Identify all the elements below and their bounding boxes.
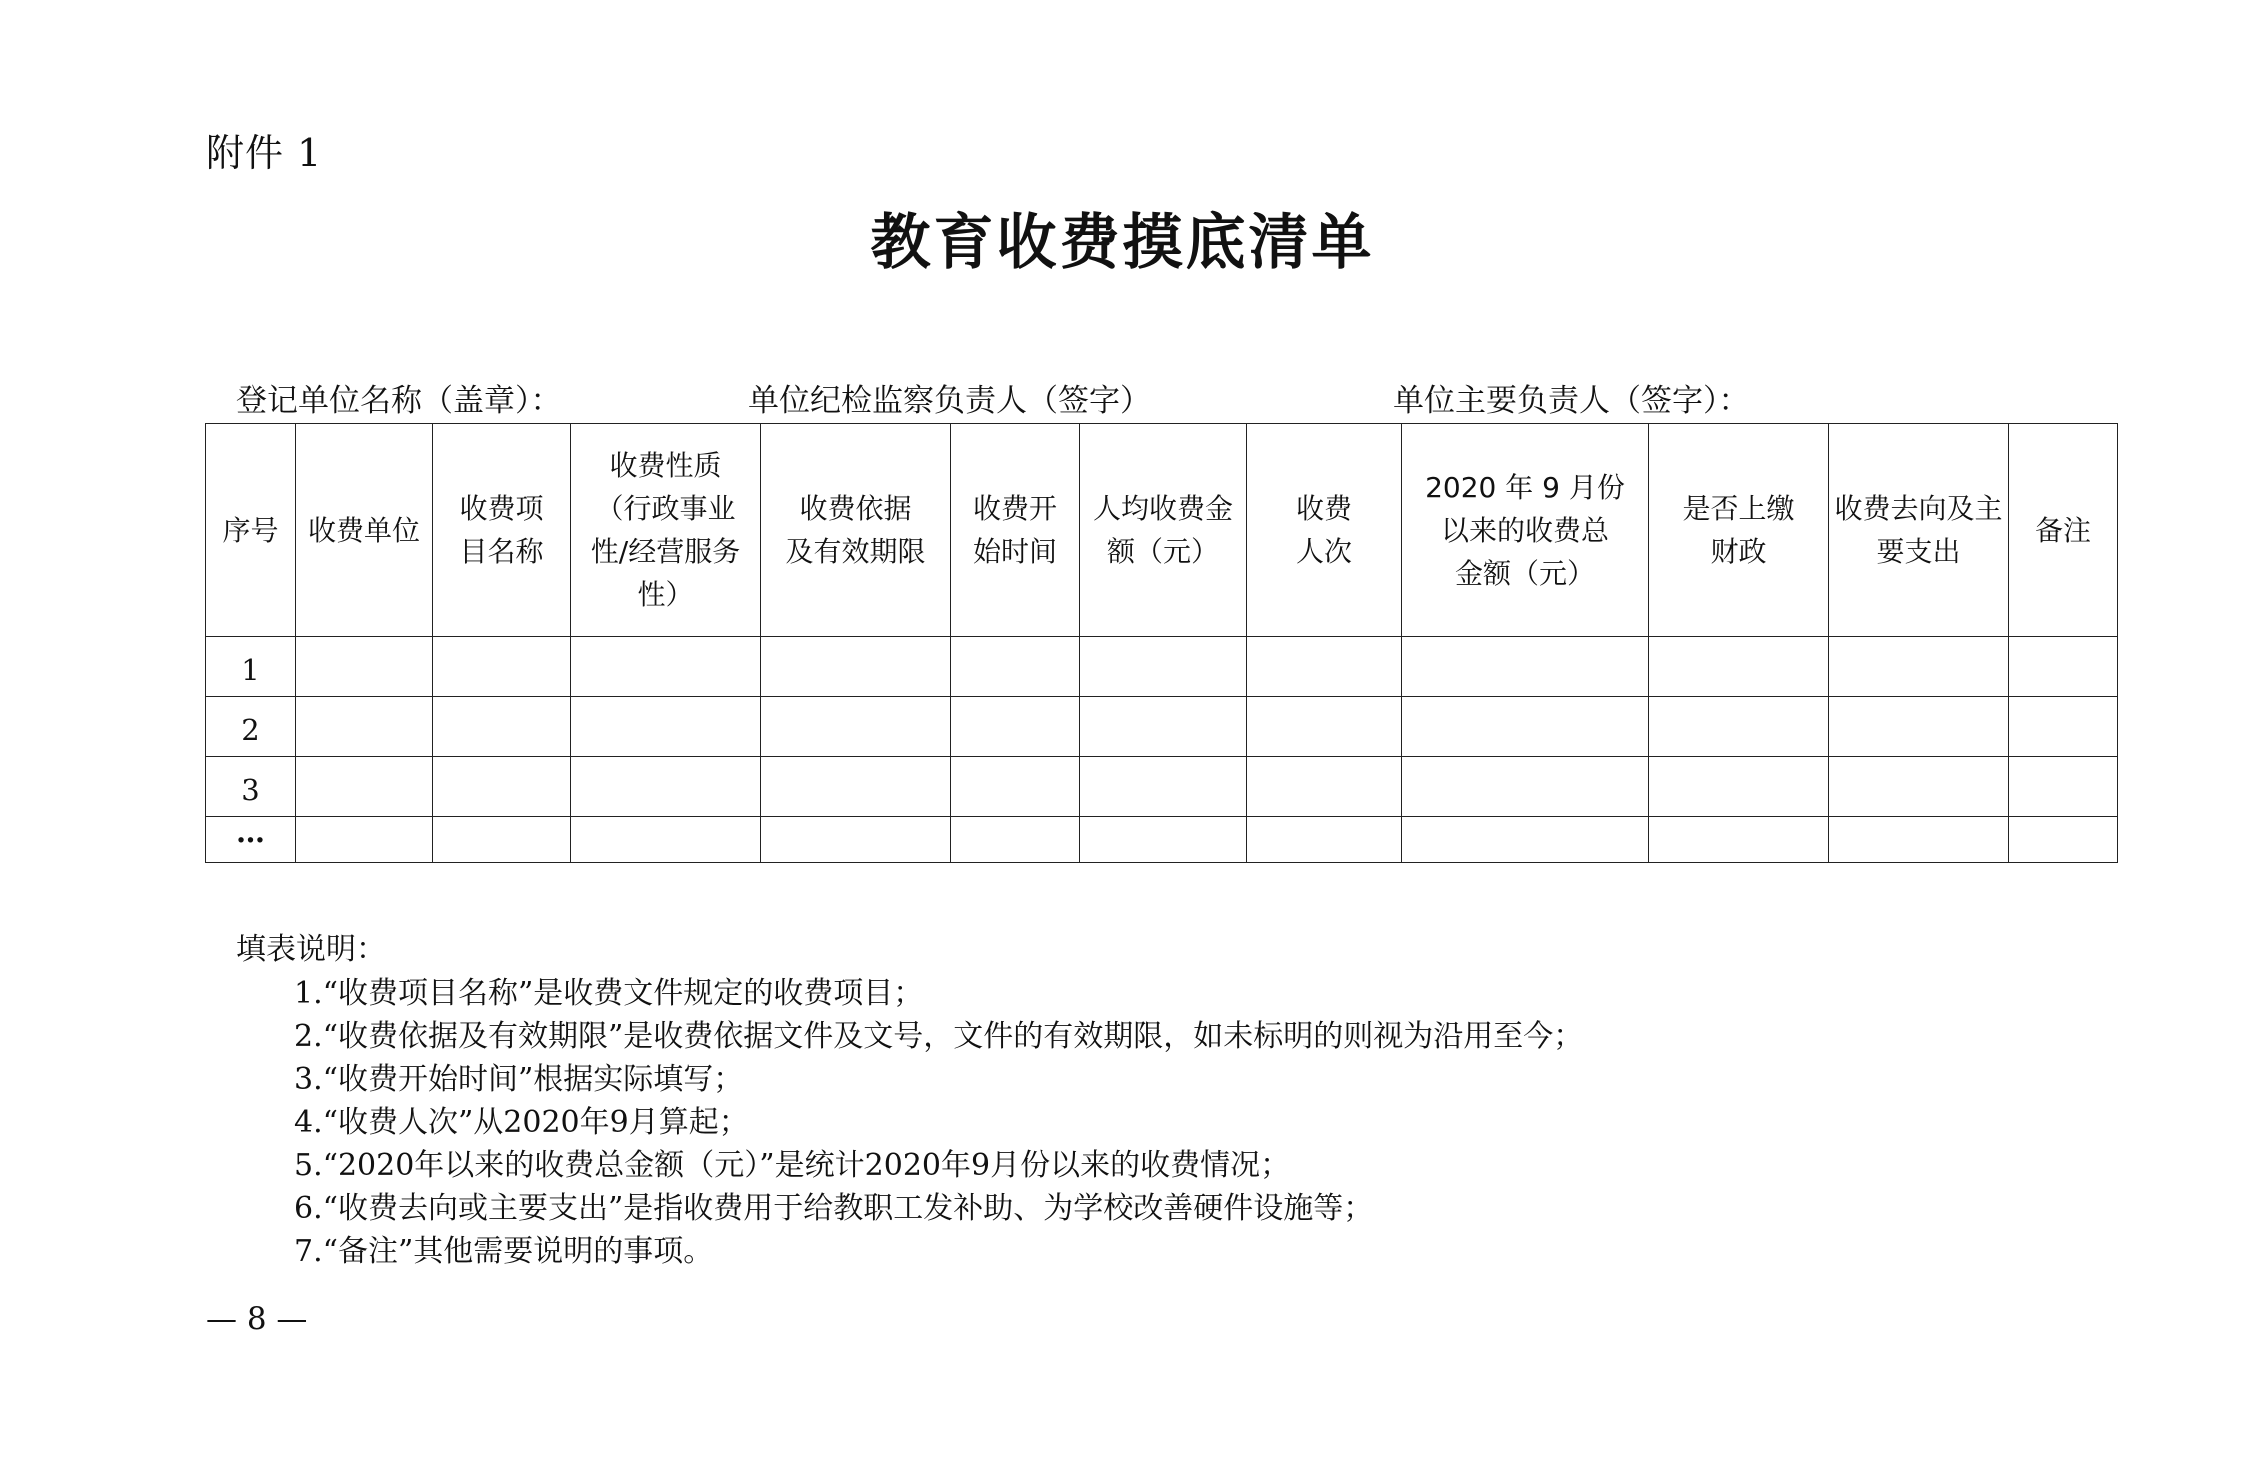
table-cell bbox=[1247, 637, 1402, 697]
column-header: 收费单位 bbox=[296, 424, 433, 637]
table-cell bbox=[296, 697, 433, 757]
table-cell bbox=[1829, 637, 2009, 697]
table-cell bbox=[1247, 817, 1402, 863]
table-cell bbox=[1080, 757, 1247, 817]
table-cell bbox=[433, 757, 571, 817]
column-header: 是否上缴 财政 bbox=[1649, 424, 1829, 637]
table-cell bbox=[571, 637, 761, 697]
table-cell bbox=[1649, 817, 1829, 863]
table-cell bbox=[1649, 757, 1829, 817]
table-cell bbox=[571, 817, 761, 863]
table-cell bbox=[433, 697, 571, 757]
table-cell bbox=[433, 817, 571, 863]
table-cell bbox=[761, 757, 951, 817]
table-cell bbox=[1649, 697, 1829, 757]
table-cell bbox=[1080, 637, 1247, 697]
table-cell bbox=[433, 637, 571, 697]
table-cell bbox=[1829, 817, 2009, 863]
registered-unit-signature-label: 登记单位名称（盖章）： bbox=[236, 383, 562, 419]
table-cell bbox=[951, 697, 1080, 757]
table-cell bbox=[2009, 757, 2118, 817]
table-cell bbox=[571, 757, 761, 817]
note-item: 7.“备注”其他需要说明的事项。 bbox=[294, 1234, 714, 1269]
column-header: 收费项 目名称 bbox=[433, 424, 571, 637]
table-cell bbox=[1247, 757, 1402, 817]
column-header: 收费去向及主 要支出 bbox=[1829, 424, 2009, 637]
table-body bbox=[206, 637, 2118, 863]
table-cell bbox=[1080, 697, 1247, 757]
table-cell bbox=[1402, 637, 1649, 697]
column-header: 2020 年 9 月份 以来的收费总 金额（元） bbox=[1402, 424, 1649, 637]
table-cell bbox=[951, 637, 1080, 697]
table-cell bbox=[761, 697, 951, 757]
note-item: 4.“收费人次”从2020年9月算起； bbox=[294, 1105, 749, 1140]
column-header: 备注 bbox=[2009, 424, 2118, 637]
table-row bbox=[206, 817, 2118, 863]
note-item: 5.“2020年以来的收费总金额（元）”是统计2020年9月份以来的收费情况； bbox=[294, 1148, 1291, 1183]
fee-survey-table bbox=[205, 423, 2118, 863]
table-cell bbox=[571, 697, 761, 757]
table-cell bbox=[951, 817, 1080, 863]
note-item: 3.“收费开始时间”根据实际填写； bbox=[294, 1062, 744, 1097]
notes-list bbox=[294, 972, 1583, 1273]
note-item: 1.“收费项目名称”是收费文件规定的收费项目； bbox=[294, 976, 924, 1011]
table-cell bbox=[2009, 697, 2118, 757]
table-cell bbox=[296, 817, 433, 863]
table-cell bbox=[761, 637, 951, 697]
table-cell bbox=[761, 817, 951, 863]
table-cell bbox=[2009, 637, 2118, 697]
column-header: 收费 人次 bbox=[1247, 424, 1402, 637]
column-header: 收费开 始时间 bbox=[951, 424, 1080, 637]
main-officer-signature-label: 单位主要负责人（签字）： bbox=[1393, 383, 1750, 419]
table-row bbox=[206, 697, 2118, 757]
table-cell bbox=[1080, 817, 1247, 863]
document-title: 教育收费摸底清单 bbox=[870, 208, 1375, 278]
table-row bbox=[206, 637, 2118, 697]
table-row bbox=[206, 757, 2118, 817]
table-cell bbox=[1402, 817, 1649, 863]
column-header: 收费性质 （行政事业 性/经营服务 性） bbox=[571, 424, 761, 637]
table-cell bbox=[1247, 697, 1402, 757]
table-cell bbox=[1402, 757, 1649, 817]
table-cell bbox=[1829, 757, 2009, 817]
row-number-cell: … bbox=[206, 817, 296, 863]
column-header: 收费依据 及有效期限 bbox=[761, 424, 951, 637]
note-item: 6.“收费去向或主要支出”是指收费用于给教职工发补助、为学校改善硬件设施等； bbox=[294, 1191, 1374, 1226]
table-cell bbox=[951, 757, 1080, 817]
table-cell bbox=[1649, 637, 1829, 697]
column-header: 序号 bbox=[206, 424, 296, 637]
table-cell bbox=[1402, 697, 1649, 757]
table-cell bbox=[296, 757, 433, 817]
table-cell bbox=[2009, 817, 2118, 863]
table-cell bbox=[1829, 697, 2009, 757]
table-header-row bbox=[206, 424, 2118, 637]
row-number-cell: 2 bbox=[206, 697, 296, 757]
discipline-officer-signature-label: 单位纪检监察负责人（签字） bbox=[748, 383, 1151, 419]
attachment-label: 附件 1 bbox=[206, 131, 323, 175]
row-number-cell: 3 bbox=[206, 757, 296, 817]
column-header: 人均收费金 额（元） bbox=[1080, 424, 1247, 637]
note-item: 2.“收费依据及有效期限”是收费依据文件及文号，文件的有效期限，如未标明的则视为沿用至今； bbox=[294, 1019, 1584, 1054]
table-cell bbox=[296, 637, 433, 697]
page-number: — 8 — bbox=[206, 1301, 308, 1337]
row-number-cell: 1 bbox=[206, 637, 296, 697]
notes-title: 填表说明： bbox=[236, 932, 386, 967]
